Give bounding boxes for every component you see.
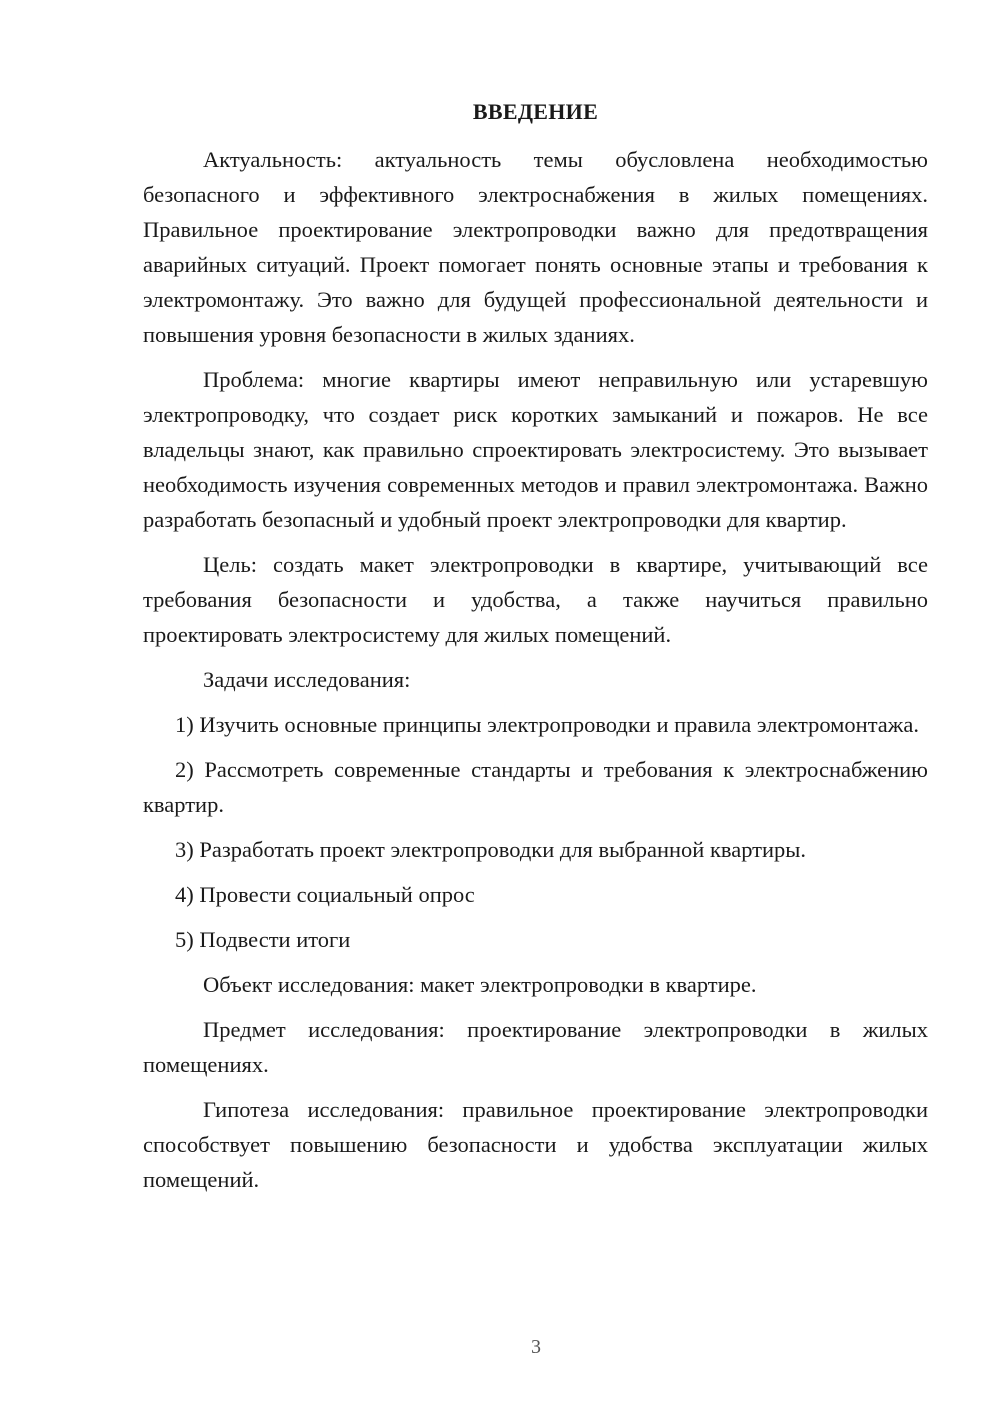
- list-item: 5) Подвести итоги: [175, 927, 351, 952]
- list-item: 3) Разработать проект электропроводки для выбранной квартиры.: [175, 837, 807, 862]
- paragraph-goal: Цель: создать макет электропроводки в квартире, учитывающий все требования безопасности и удобства, а также научиться правильно проектировать электросистему для жилых помещений.: [143, 552, 928, 647]
- page-number: 3: [531, 1336, 541, 1358]
- tasks-heading: Задачи исследования:: [203, 667, 411, 692]
- paragraph-problem: Проблема: многие квартиры имеют неправильную или устаревшую электропроводку, что создает риск коротких замыканий и пожаров. Не все владельцы знают, как правильно спроектировать электросистему. Это вызывает необходимость изучения современных методов и правил электромонтажа. Важно разработать безопасный и удобный проект электропроводки для квартир.: [143, 367, 928, 532]
- list-item: 1) Изучить основные принципы электропроводки и правила электромонтажа.: [175, 712, 919, 737]
- paragraph-object: Объект исследования: макет электропроводки в квартире.: [203, 972, 757, 997]
- paragraph-hypothesis: Гипотеза исследования: правильное проектирование электропроводки способствует повышению безопасности и удобства эксплуатации жилых помещений.: [143, 1097, 928, 1192]
- paragraph-subject: Предмет исследования: проектирование электропроводки в жилых помещениях.: [143, 1017, 928, 1077]
- page-title: ВВЕДЕНИЕ: [472, 99, 599, 124]
- list-item: 2) Рассмотреть современные стандарты и требования к электроснабжению квартир.: [143, 757, 928, 817]
- list-item: 4) Провести социальный опрос: [175, 882, 475, 907]
- document-body: [143, 142, 928, 1207]
- tasks-list: [143, 707, 928, 957]
- paragraph-relevance: Актуальность: актуальность темы обусловлена необходимостью безопасного и эффективного электроснабжения в жилых помещениях. Правильное проектирование электропроводки важно для предотвращения аварийных ситуаций. Проект помогает понять основные этапы и требования к электромонтажу. Это важно для будущей профессиональной деятельности и повышения уровня безопасности в жилых зданиях.: [143, 147, 928, 347]
